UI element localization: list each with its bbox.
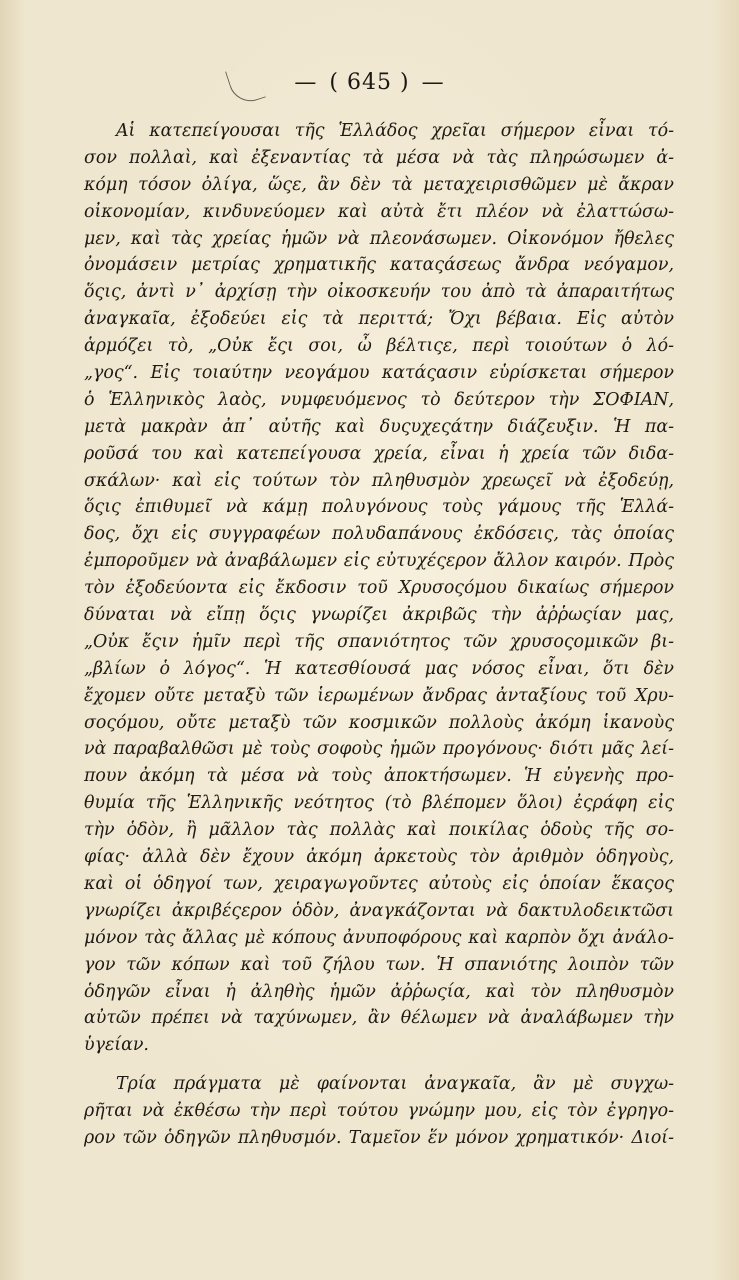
paragraph-gap xyxy=(84,1059,674,1071)
text-line: ὀνομάσειν μετρίας χρηματικῆς καταςάσεως ἄνδρα νεόγαμον, xyxy=(84,255,674,276)
text-line: ὅςις, ἀντὶ ν᾽ ἀρχίσῃ τὴν οἰκοσκευήν του ἀπὸ τὰ ἀπαραιτήτως xyxy=(84,282,674,303)
text-line: φίας· ἀλλὰ δὲν ἔχουν ἀκόμη ἀρκετοὺς τὸν ἀριθμὸν ὁδηγοὺς, xyxy=(84,847,674,868)
text-line: σκάλων· καὶ εἰς τούτων τὸν πληθυσμὸν χρεωςεῖ νὰ ἐξοδεύῃ, xyxy=(84,470,674,491)
text-line: μόνον τὰς ἄλλας μὲ κόπους ἀνυποφόρους καὶ καρπὸν ὄχι ἀνάλο- xyxy=(84,927,674,948)
text-line: γνωρίζει ἀκριβέςερον ὁδὸν, ἀναγκάζονται νὰ δακτυλοδεικτῶσι xyxy=(84,900,674,921)
text-line: κόμη τόσον ὀλίγα, ὥςε, ἂν δὲν τὰ μεταχειρισθῶμεν μὲ ἄκραν xyxy=(84,174,674,195)
text-line: δος, ὄχι εἰς συγγραφέων πολυδαπάνους ἐκδόσεις, τὰς ὁποίας xyxy=(84,524,674,545)
text-line: Αἱ κατεπείγουσαι τῆς Ἑλλάδος χρεῖαι σήμερον εἶναι τό- xyxy=(116,121,674,141)
text-line: οἰκονομίαν, κινδυνεύομεν καὶ αὐτὰ ἔτι πλέον νὰ ἐλαττώσω- xyxy=(84,201,674,222)
text-line: ἀναγκαῖα, ἐξοδεύει εἰς τὰ περιττά; Ὄχι βέβαια. Εἰς αὐτὸν xyxy=(84,309,674,330)
text-line: ροῦσά του καὶ κατεπείγουσα χρεία, εἶναι ἡ χρεία τῶν διδα- xyxy=(84,443,674,464)
text-line: μετὰ μακρὰν ἀπ᾽ αὐτῆς καὶ δυςυχεςάτην διάζευξιν. Ἡ πα- xyxy=(84,416,674,437)
text-line: πουν ἀκόμη τὰ μέσα νὰ τοὺς ἀποκτήσωμεν. Ἡ εὐγενὴς προ- xyxy=(84,766,674,787)
text-line: γον τῶν κόπων καὶ τοῦ ζήλου των. Ἡ σπανιότης λοιπὸν τῶν xyxy=(84,954,674,975)
text-line: σοςόμου, οὔτε μεταξὺ τῶν κοσμικῶν πολλοὺς ἀκόμη ἱκανοὺς xyxy=(84,712,674,733)
text-line: τὸν ἐξοδεύοντα εἰς ἔκδοσιν τοῦ Χρυσοςόμου δικαίως σήμερον xyxy=(84,578,674,599)
paragraph-1 xyxy=(84,118,674,1059)
header-dash-right: — xyxy=(421,70,445,95)
text-line: ἐμποροῦμεν νὰ ἀναβάλωμεν εἰς εὐτυχέςερον ἄλλον καιρόν. Πρὸς xyxy=(84,551,674,572)
text-line: ρῆται νὰ ἐκθέσω τὴν περὶ τούτου γνώμην μου, εἰς τὸν ἐγρηγο- xyxy=(84,1101,674,1122)
page-header xyxy=(0,70,739,95)
text-line: σον πολλαὶ, καὶ ἐξεναντίας τὰ μέσα νὰ τὰς πληρώσωμεν ἀ- xyxy=(84,147,674,168)
page-number: ( 645 ) xyxy=(329,70,410,95)
text-line: νὰ παραβαλθῶσι μὲ τοὺς σοφοὺς ἡμῶν προγόνους· διότι μᾶς λεί- xyxy=(84,739,674,760)
text-line: μεν, καὶ τὰς χρείας ἡμῶν νὰ πλεονάσωμεν. Οἰκονόμον ἤθελες xyxy=(84,228,674,249)
text-line: ὁδηγῶν εἶναι ἡ ἀληθὴς ἡμῶν ἀῤῥωςία, καὶ τὸν πληθυσμὸν xyxy=(84,981,674,1002)
text-line: „γος“. Εἰς τοιαύτην νεογάμου κατάςασιν εὑρίσκεται σήμερον xyxy=(84,363,674,384)
text-line: δύναται νὰ εἴπῃ ὅςις γνωρίζει ἀκριβῶς τὴν ἀῤῥωςίαν μας, xyxy=(84,605,674,626)
text-line: καὶ οἱ ὁδηγοί των, χειραγωγοῦντες αὐτοὺς εἰς ὁποίαν ἕκαςος xyxy=(84,873,674,894)
header-dash-left: — xyxy=(294,70,318,95)
text-line: ρον τῶν ὁδηγῶν πληθυσμόν. Ταμεῖον ἕν μόνον χρηματικόν· Διοί- xyxy=(84,1127,674,1148)
text-line: „βλίων ὁ λόγος“. Ἡ κατεσθίουσά μας νόσος εἶναι, ὅτι δὲν xyxy=(84,658,674,679)
text-line: ἁρμόζει τὸ, „Οὐκ ἔςι σοι, ὦ βέλτιςε, περὶ τοιούτων ὁ λό- xyxy=(84,336,674,357)
text-line: θυμία τῆς Ἑλληνικῆς νεότητος (τὸ βλέπομεν ὅλοι) ἐςράφη εἰς xyxy=(84,793,674,814)
text-line: ἔχομεν οὔτε μεταξὺ τῶν ἱερωμένων ἄνδρας ἀνταξίους τοῦ Χρυ- xyxy=(84,685,674,706)
text-line: ὑγείαν. xyxy=(84,1035,149,1056)
text-line: αὐτῶν πρέπει νὰ ταχύνωμεν, ἂν θέλωμεν νὰ ἀναλάβωμεν τὴν xyxy=(84,1008,674,1029)
body-text xyxy=(84,118,674,1152)
text-line: ὅςις ἐπιθυμεῖ νὰ κάμῃ πολυγόνους τοὺς γάμους τῆς Ἑλλά- xyxy=(84,497,674,518)
text-line: „Οὐκ ἔςιν ἡμῖν περὶ τῆς σπανιότητος τῶν χρυσοςομικῶν βι- xyxy=(84,631,674,652)
text-line: Τρία πράγματα μὲ φαίνονται ἀναγκαῖα, ἂν μὲ συγχω- xyxy=(116,1074,674,1095)
text-line: τὴν ὁδὸν, ἢ μᾶλλον τὰς πολλὰς καὶ ποικίλας ὁδοὺς τῆς σο- xyxy=(84,820,674,841)
paragraph-2 xyxy=(84,1071,674,1152)
text-line: ὁ Ἑλληνικὸς λαὸς, νυμφευόμενος τὸ δεύτερον τὴν ΣΟΦΙΑΝ, xyxy=(84,389,674,410)
